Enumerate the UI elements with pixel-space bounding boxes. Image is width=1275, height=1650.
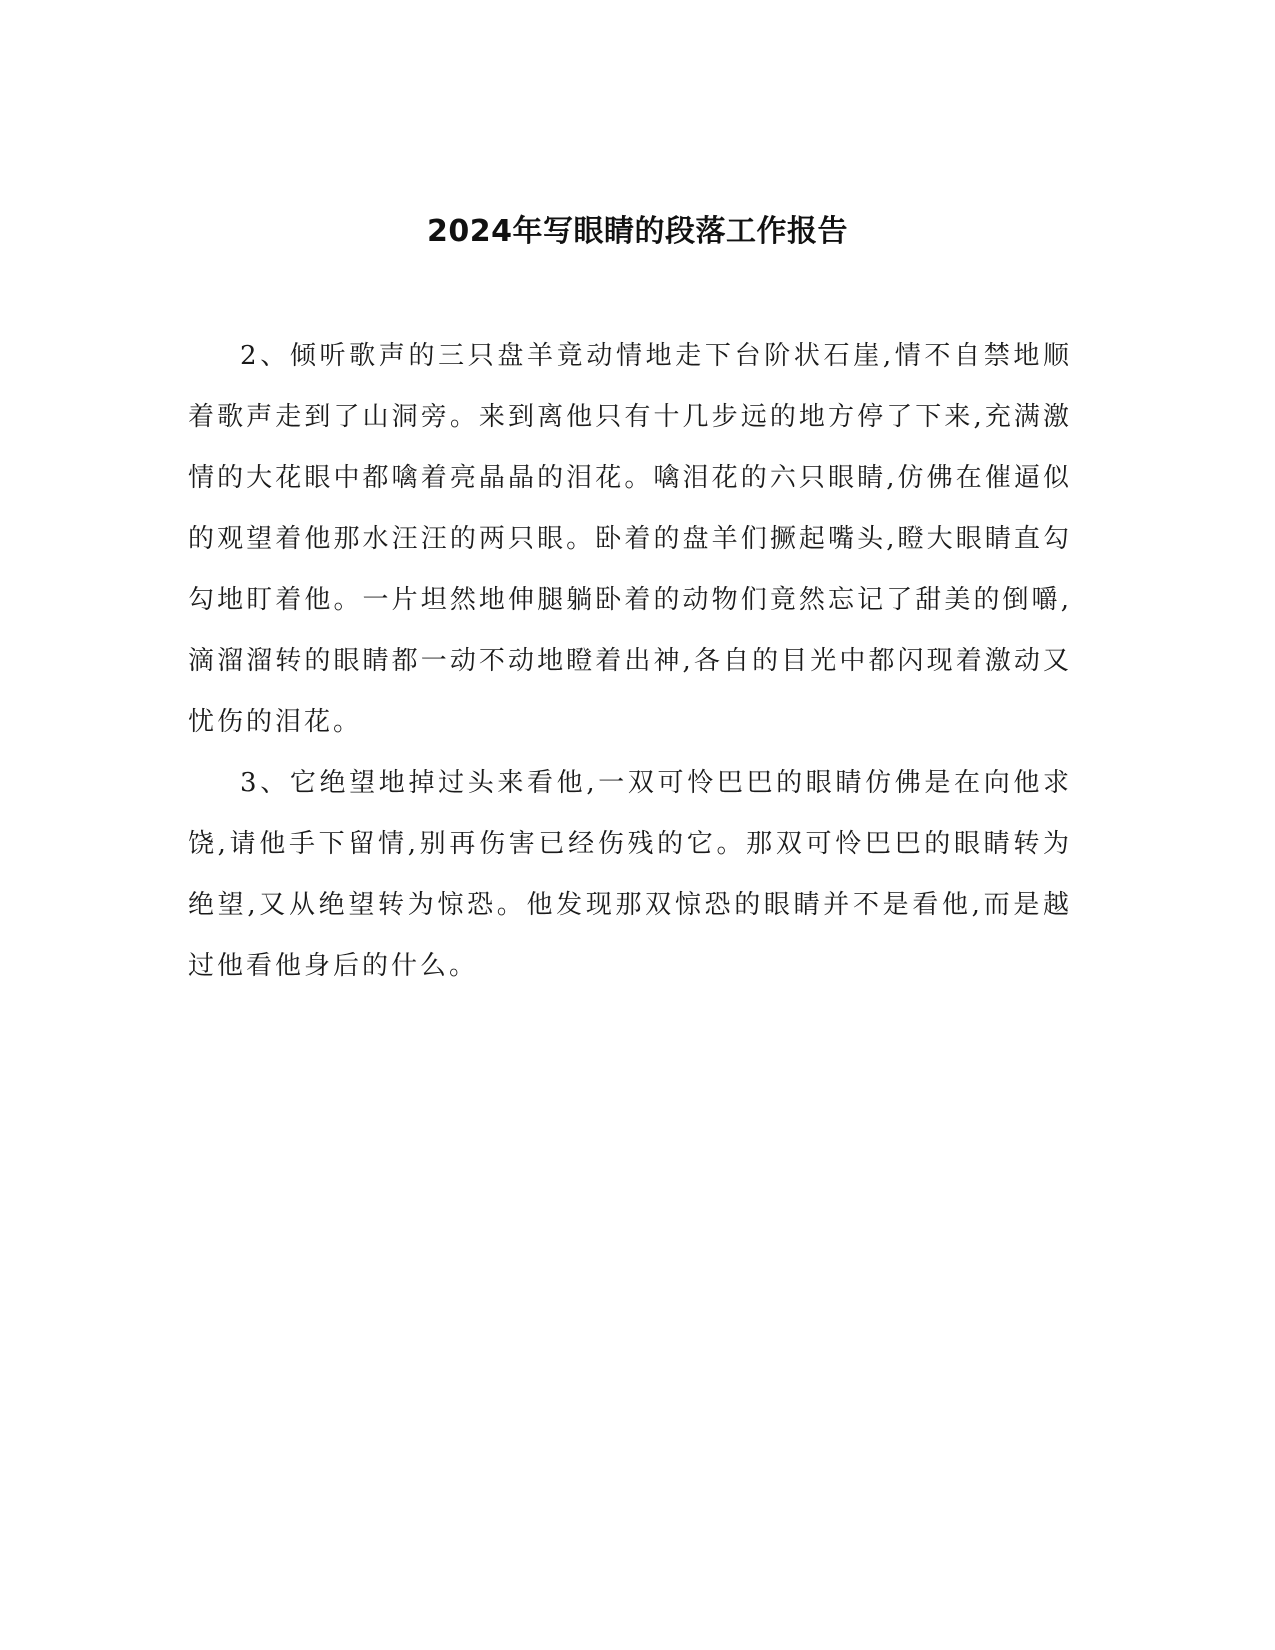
- document-body: [188, 326, 1072, 997]
- document-title: 2024年写眼睛的段落工作报告: [427, 214, 848, 249]
- paragraph-3: 3、它绝望地掉过头来看他,一双可怜巴巴的眼睛仿佛是在向他求饶,请他手下留情,别再伤害已经伤残的它。那双可怜巴巴的眼睛转为绝望,又从绝望转为惊恐。他发现那双惊恐的眼睛并不是看他,而是越过他看他身后的什么。: [188, 768, 1072, 981]
- paragraph-2: 2、倾听歌声的三只盘羊竟动情地走下台阶状石崖,情不自禁地顺着歌声走到了山洞旁。来到离他只有十几步远的地方停了下来,充满激情的大花眼中都噙着亮晶晶的泪花。噙泪花的六只眼睛,仿佛在催逼似的观望着他那水汪汪的两只眼。卧着的盘羊们撅起嘴头,瞪大眼睛直勾勾地盯着他。一片坦然地伸腿躺卧着的动物们竟然忘记了甜美的倒嚼,滴溜溜转的眼睛都一动不动地瞪着出神,各自的目光中都闪现着激动又忧伤的泪花。: [188, 341, 1072, 737]
